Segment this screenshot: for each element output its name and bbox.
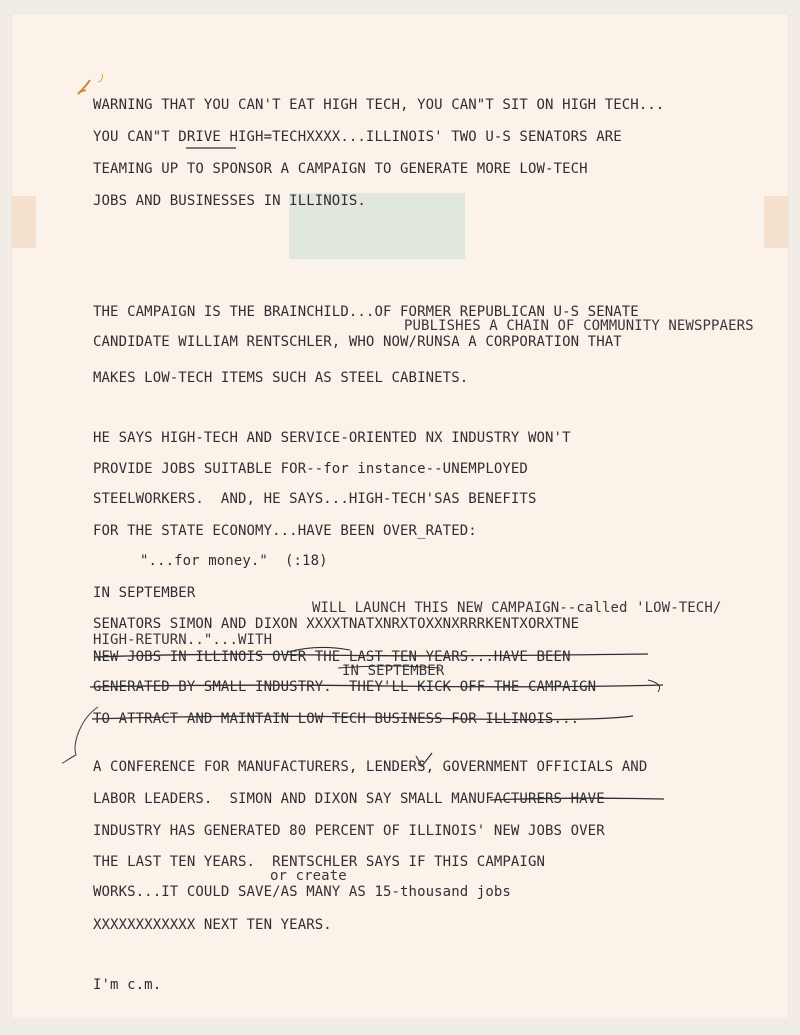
check-mark-icon [414,752,438,768]
text-line-19: INDUSTRY HAS GENERATED 80 PERCENT OF ILLINOIS' NEW JOBS OVER [93,823,605,839]
sign-off: I'm c.m. [93,977,162,993]
text-line-11: FOR THE STATE ECONOMY...HAVE BEEN OVER_RATED: [93,523,477,539]
text-line-7: MAKES LOW-TECH ITEMS SUCH AS STEEL CABINETS. [93,370,469,386]
text-line-22: XXXXXXXXXXXX NEXT TEN YEARS. [93,917,332,933]
text-line-2: YOU CAN"T DRIVE HIGH=TECHXXXX...ILLINOIS' TWO U-S SENATORS ARE [93,129,622,145]
text-line-20: THE LAST TEN YEARS. RENTSCHLER SAYS IF THIS CAMPAIGN [93,854,546,870]
insertion-high-return: HIGH-RETURN.."...WITH [93,632,273,648]
pen-mark-icon [72,70,112,100]
fold-mark-left [12,196,36,248]
text-line-12: IN SEPTEMBER [93,585,196,601]
text-line-21: WORKS...IT COULD SAVE/AS MANY AS 15-thousand jobs [93,884,511,900]
text-line-9: PROVIDE JOBS SUITABLE FOR--for instance--UNEMPLOYED [93,461,528,477]
fold-mark-right [764,196,788,248]
text-line-quote: "...for money." (:18) [140,553,328,569]
text-line-14: NEW JOBS IN ILLINOIS OVER THE LAST TEN YEARS...HAVE BEEN [93,649,571,665]
text-line-8: HE SAYS HIGH-TECH AND SERVICE-ORIENTED NX INDUSTRY WON'T [93,430,571,446]
text-line-18: LABOR LEADERS. SIMON AND DIXON SAY SMALL MANUFACTURERS HAVE [93,791,605,807]
text-line-4: JOBS AND BUSINESSES IN ILLINOIS. [93,193,366,209]
text-line-6: CANDIDATE WILLIAM RENTSCHLER, WHO NOW/RUNSA A CORPORATION THAT [93,334,622,350]
text-line-5: THE CAMPAIGN IS THE BRAINCHILD...OF FORMER REPUBLICAN U-S SENATE [93,304,639,320]
text-line-15: GENERATED BY SMALL INDUSTRY. THEY'LL KICK OFF THE CAMPAIGN [93,679,597,695]
insertion-or-create: or create [270,868,347,884]
text-line-13: SENATORS SIMON AND DIXON XXXXTNATXNRXTOXXNXRRRKENTXORXTNE [93,616,580,632]
insertion-in-september: IN SEPTEMBER [342,663,445,679]
text-line-16: TO ATTRACT AND MAINTAIN LOW TECH BUSINESS FOR ILLINOIS... [93,711,580,727]
insertion-curve-mark [62,705,102,765]
text-line-3: TEAMING UP TO SPONSOR A CAMPAIGN TO GENERATE MORE LOW-TECH [93,161,588,177]
text-line-17: A CONFERENCE FOR MANUFACTURERS, LENDERS, GOVERNMENT OFFICIALS AND [93,759,648,775]
insertion-will-launch: WILL LAUNCH THIS NEW CAMPAIGN--called 'LOW-TECH/ [312,600,722,616]
insertion-publishes: PUBLISHES A CHAIN OF COMMUNITY NEWSPPAERS [404,318,754,334]
text-line-10: STEELWORKERS. AND, HE SAYS...HIGH-TECH'SAS BENEFITS [93,491,537,507]
text-line-1: WARNING THAT YOU CAN'T EAT HIGH TECH, YOU CAN"T SIT ON HIGH TECH... [93,97,665,113]
